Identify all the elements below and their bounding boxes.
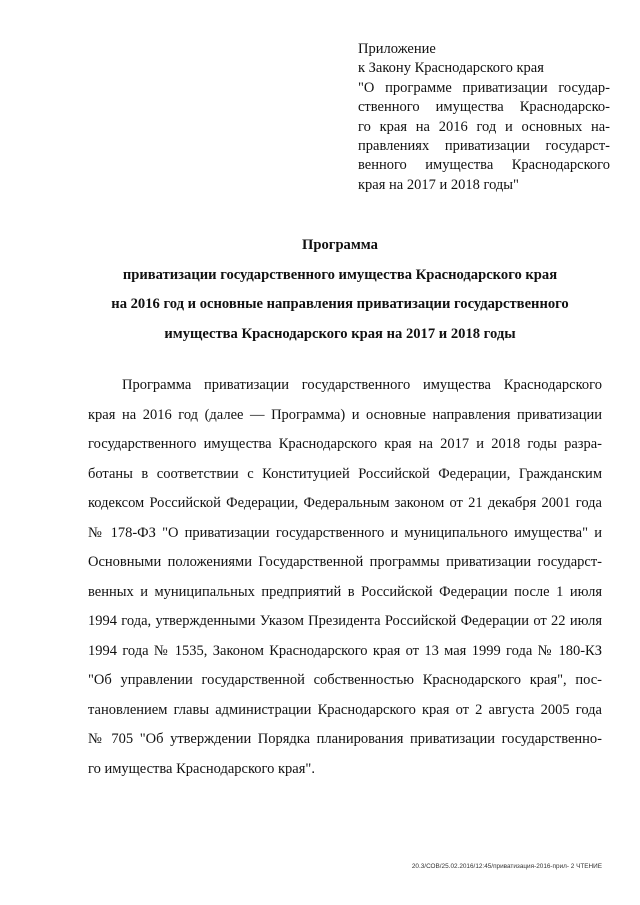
body-line: Основными положениями Государственной программы приватизации государст- xyxy=(88,554,602,570)
body-line: № 705 "Об утверждении Порядка планирования приватизации государственно- xyxy=(88,731,602,747)
title-line: Программа xyxy=(302,237,378,253)
appendix-line: к Закону Краснодарского края xyxy=(358,60,544,77)
appendix-line: края на 2017 и 2018 годы" xyxy=(358,176,519,193)
document-title xyxy=(60,231,620,349)
appendix-line: "О программе приватизации государ- xyxy=(358,79,610,96)
body-line: края на 2016 год (далее — Программа) и основные направления приватизации xyxy=(88,406,602,423)
title-line: имущества Краснодарского края на 2017 и 2018 годы xyxy=(164,325,516,342)
body-line: го имущества Краснодарского края". xyxy=(88,760,315,777)
body-line: № 178-ФЗ "О приватизации государственного и муниципального имущества" и xyxy=(88,524,602,541)
title-line: на 2016 год и основные направления приватизации государственного xyxy=(111,296,569,313)
footer-file-stamp: 20.3/СОВ/25.02.2016/12:45/приватизация-2016-прил- 2 ЧТЕНИЕ xyxy=(411,863,602,870)
appendix-line: го края на 2016 год и основных на- xyxy=(358,118,610,135)
appendix-line: венного имущества Краснодарского xyxy=(358,157,610,174)
body-line: кодексом Российской Федерации, Федеральным законом от 21 декабря 2001 года xyxy=(88,495,602,511)
body-line: 1994 года № 1535, Законом Краснодарского края от 13 мая 1999 года № 180-КЗ xyxy=(88,642,602,659)
body-line: венных и муниципальных предприятий в Российской Федерации после 1 июля xyxy=(88,583,602,600)
body-paragraph xyxy=(88,371,602,784)
body-line: 1994 года, утвержденными Указом Президента Российской Федерации от 22 июля xyxy=(88,613,602,629)
appendix-note xyxy=(358,40,610,195)
appendix-line: ственного имущества Краснодарско- xyxy=(358,99,610,116)
body-line: государственного имущества Краснодарского края на 2017 и 2018 годы разра- xyxy=(88,436,602,452)
body-line: "Об управлении государственной собственностью Краснодарского края", пос- xyxy=(88,672,602,688)
title-line: приватизации государственного имущества Краснодарского края xyxy=(122,266,558,283)
body-line: Программа приватизации государственного имущества Краснодарского xyxy=(122,377,602,393)
appendix-line: правлениях приватизации государст- xyxy=(358,138,610,155)
appendix-line: Приложение xyxy=(358,41,436,57)
body-line: тановлением главы администрации Краснодарского края от 2 августа 2005 года xyxy=(88,701,602,718)
body-line: ботаны в соответствии с Конституцией Российской Федерации, Гражданским xyxy=(88,465,602,482)
